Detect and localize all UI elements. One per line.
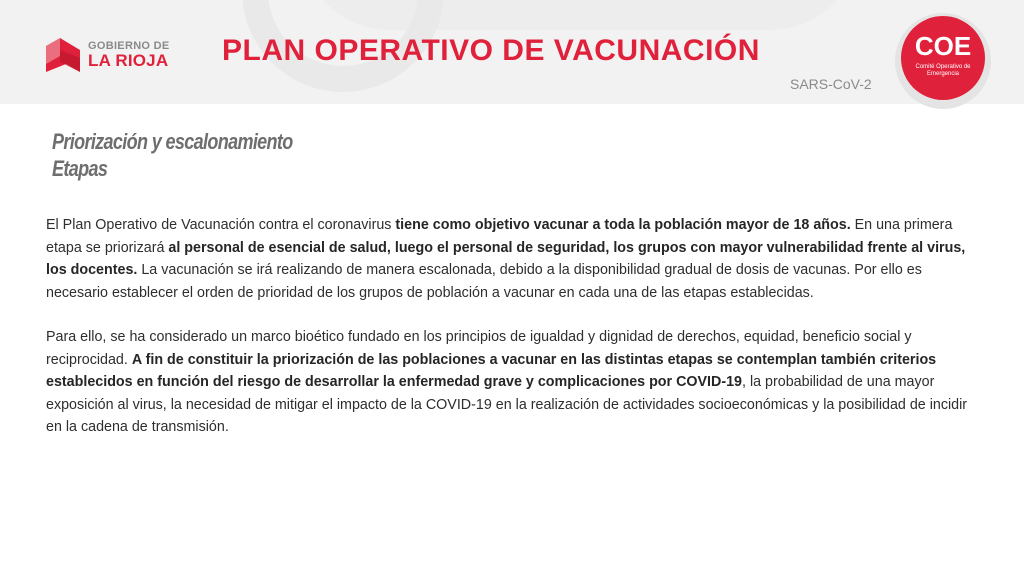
- bold-run: al personal de esencial de salud, luego el personal de seguridad, los grupos con mayor vulnerabilidad frente al virus, los docentes.: [46, 239, 966, 278]
- bold-run: A fin de constituir la priorización de las poblaciones a vacunar en las distintas etapas se contemplan también criterios establecidos en función del riesgo de desarrollar la enfermedad grave y complicaciones por COVID-19: [46, 351, 937, 390]
- page-title: PLAN OPERATIVO DE VACUNACIÓN: [222, 34, 760, 67]
- text-run: En una primera etapa se priorizará: [46, 217, 953, 256]
- la-rioja-emblem-icon: [42, 38, 82, 72]
- section-heading-secondary: Etapas: [52, 156, 108, 181]
- section-heading: [52, 128, 293, 182]
- page-subtitle: SARS-CoV-2: [790, 76, 872, 92]
- text-run: , la probabilidad de una mayor exposición al virus, la necesidad de mitigar el impacto de la COVID-19 en la realización de actividades socioeconómicas y la posibilidad de incidir en la cadena de transmisión.: [46, 374, 968, 435]
- logo-top-text: GOBIERNO DE: [88, 40, 170, 52]
- paragraph-criteria: [46, 326, 976, 439]
- bold-run: tiene como objetivo vacunar a toda la población mayor de 18 años.: [395, 217, 851, 233]
- text-run: Para ello, se ha considerado un marco bioético fundado en los principios de igualdad y dignidad de derechos, equidad, beneficio social y reciprocidad.: [46, 329, 912, 368]
- text-run: La vacunación se irá realizando de manera escalonada, debido a la disponibilidad gradual de dosis de vacunas. Por ello es necesario establecer el orden de prioridad de los grupos de población a vacunar en cada una de las etapas establecidas.: [46, 262, 922, 301]
- coe-badge-label: COE: [914, 31, 972, 61]
- logo-main-text: LA RIOJA: [88, 51, 169, 70]
- header-bar: [0, 0, 1024, 104]
- section-heading-primary: Priorización y escalonamiento: [52, 129, 293, 154]
- coe-badge: [901, 16, 985, 100]
- coe-badge-sublabel: Comité Operativo de Emergencia: [915, 64, 971, 77]
- text-run: El Plan Operativo de Vacunación contra el coronavirus: [46, 217, 396, 233]
- gobierno-la-rioja-logo: [42, 36, 192, 76]
- paragraph-objective: [46, 214, 976, 304]
- body-text: [46, 214, 976, 439]
